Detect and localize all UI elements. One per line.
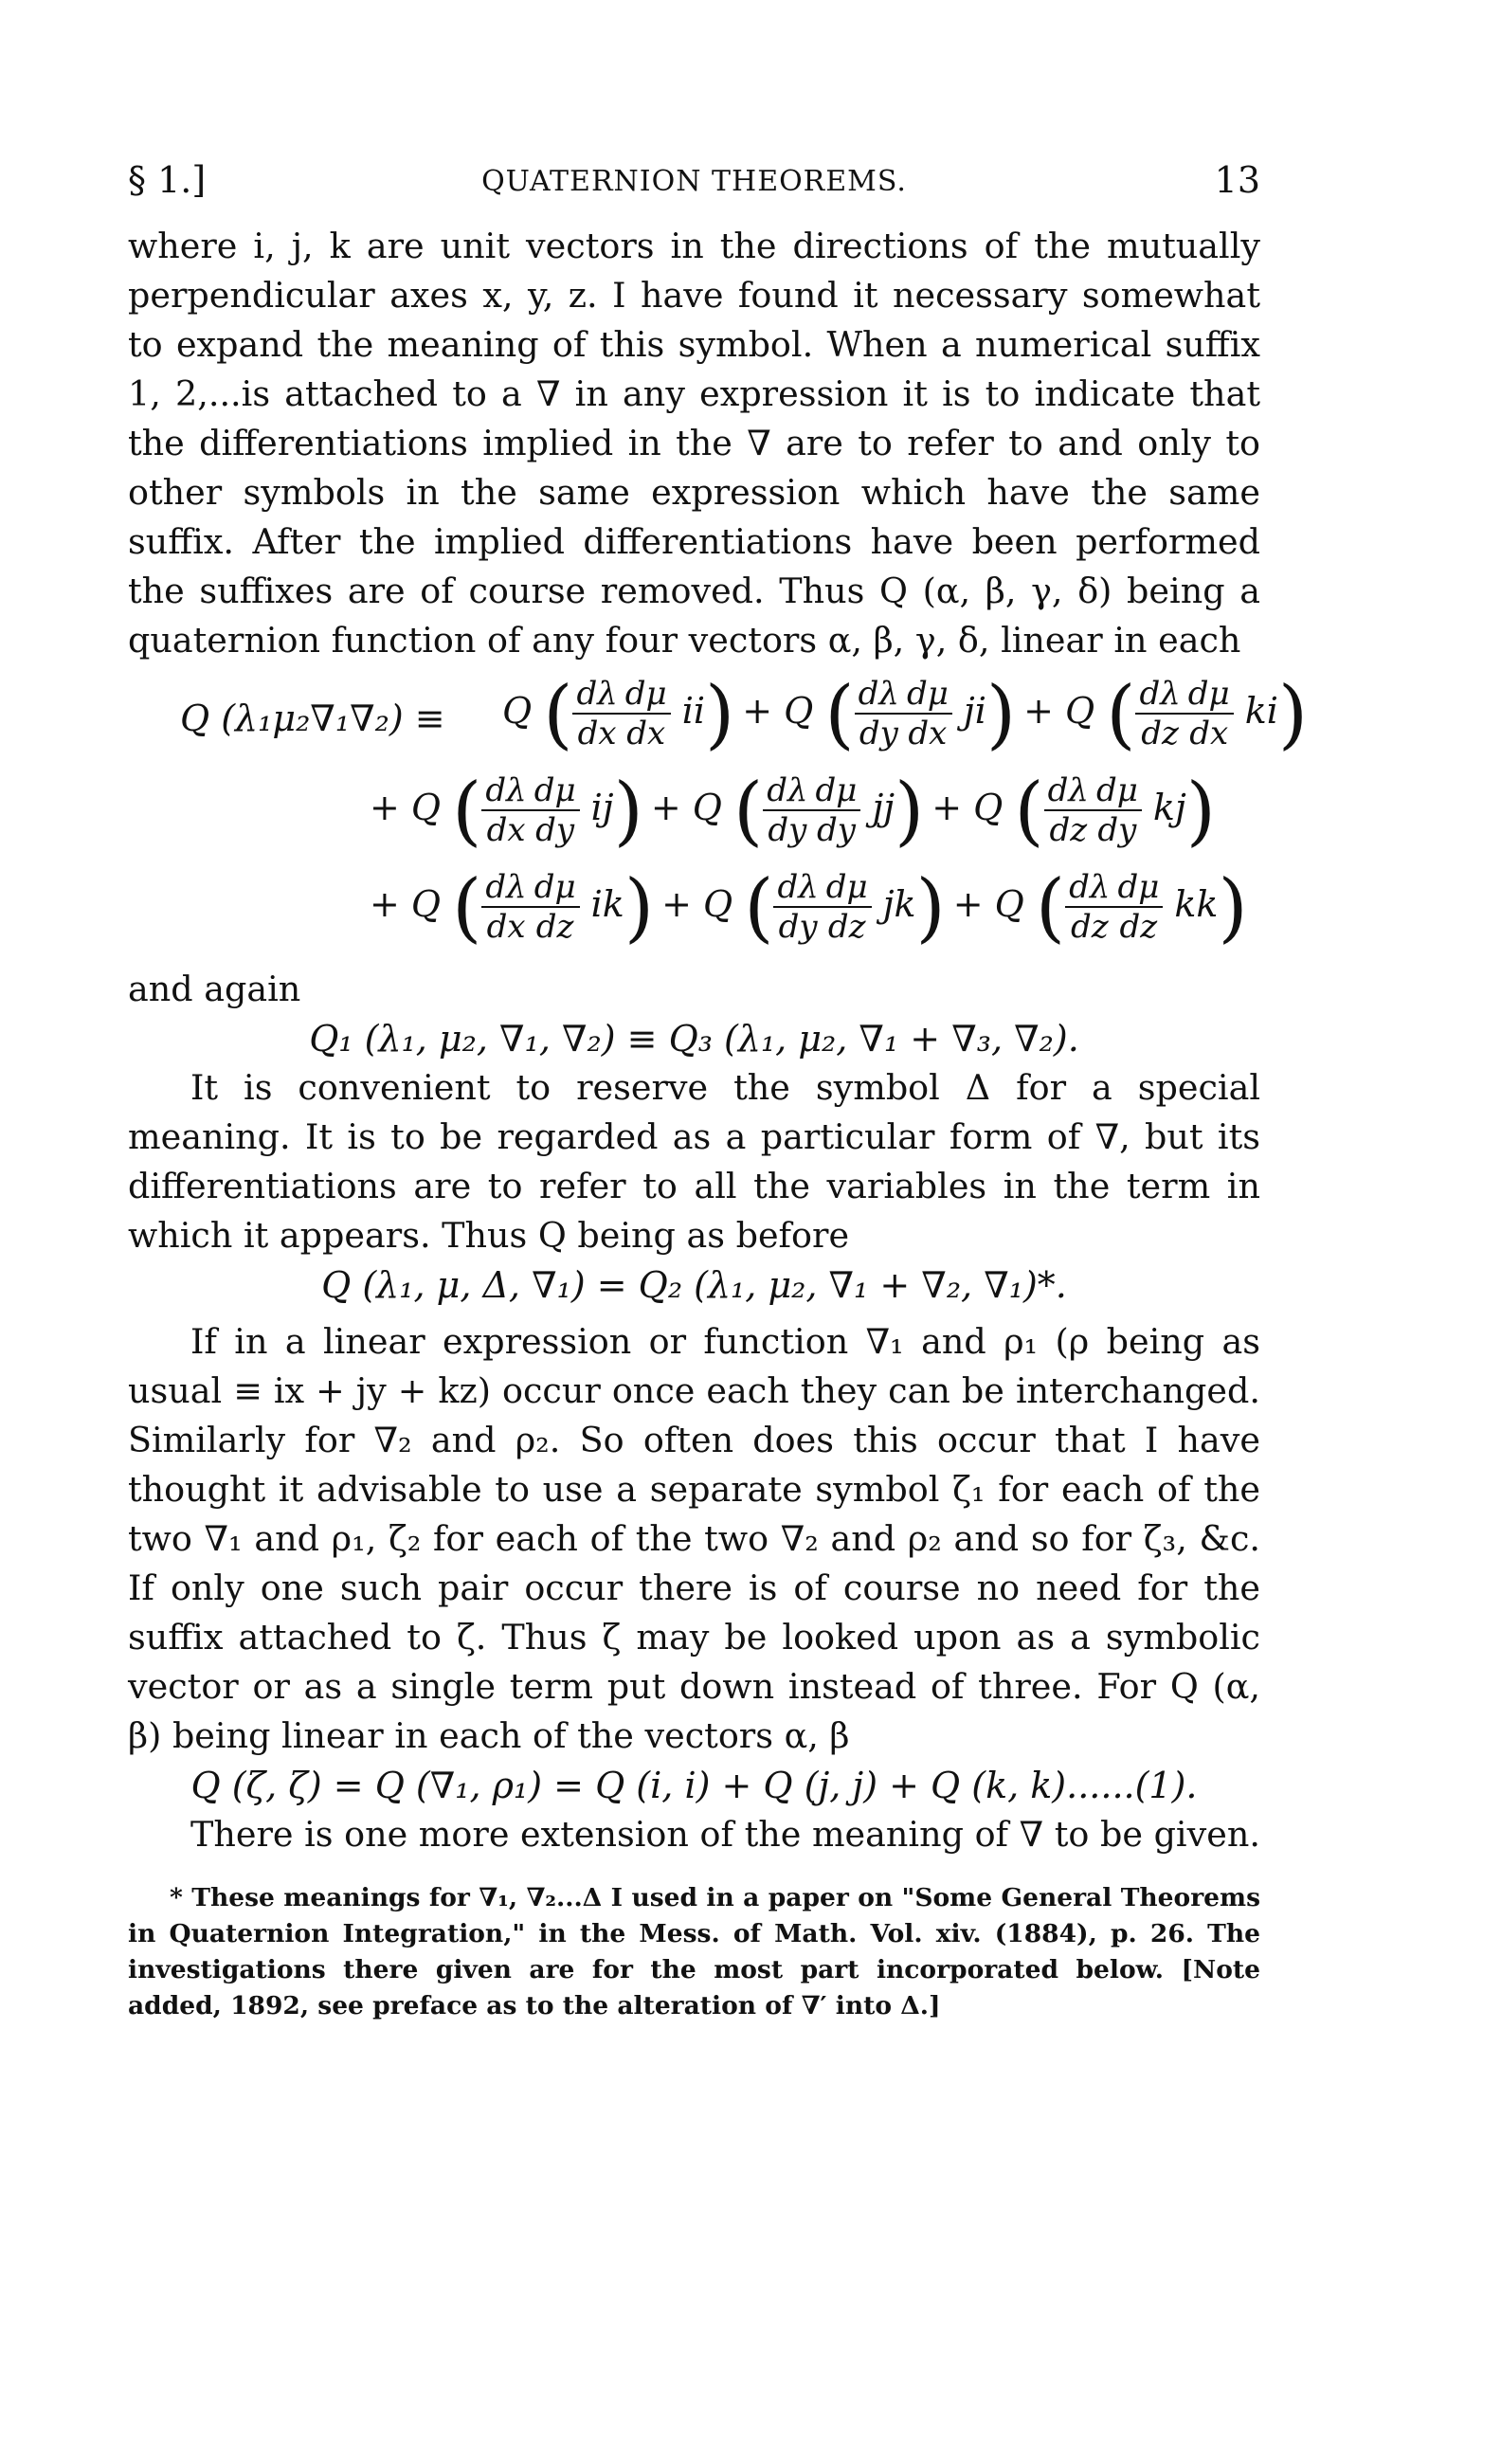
fraction xyxy=(903,675,952,752)
close-paren: ) xyxy=(1277,669,1309,757)
and-again-text: and again xyxy=(128,969,301,1009)
denominator: dy xyxy=(535,811,575,849)
denominator: dy xyxy=(768,811,807,849)
fraction xyxy=(481,771,530,849)
denominator: dz xyxy=(535,908,574,946)
numerator: dλ xyxy=(855,675,903,715)
denominator: dz xyxy=(827,908,866,946)
paragraph-1: where i, j, k are unit vectors in the directions of the mutually perpendicular axes x, y, z. I have found it necessary somewhat to expand the meaning of this symbol. When a numerical suffix 1, 2,...is attached to a ∇ in any expression it is to indicate that the differentiations implied in the ∇ are to refer to and only to other symbols in the same expression which have the same suffix. After the implied differentiations have been performed the suffixes are of course removed. Thus Q (α, β, γ, δ) being a quaternion function of any four vectors α, β, γ, δ, linear in each xyxy=(128,226,1260,661)
numerator: dμ xyxy=(812,771,861,811)
unit-vector-product: kj xyxy=(1141,786,1186,828)
fraction xyxy=(531,771,580,849)
fraction xyxy=(531,868,580,946)
term-prefix: + Q xyxy=(1023,689,1107,732)
fraction xyxy=(812,771,861,849)
numerator: dλ xyxy=(1065,868,1113,908)
denominator: dz xyxy=(1070,908,1109,946)
numerator: dμ xyxy=(622,675,671,715)
equation-row-3 xyxy=(370,862,1256,951)
fraction xyxy=(572,675,621,752)
numerator: dλ xyxy=(773,868,822,908)
equation-expansion-row-3 xyxy=(128,862,1260,965)
open-paren: ( xyxy=(824,669,855,757)
fraction xyxy=(1044,771,1093,849)
unit-vector-product: ki xyxy=(1233,689,1278,732)
denominator: dy xyxy=(859,715,898,752)
close-paren: ) xyxy=(986,669,1017,757)
denominator: dy xyxy=(1097,811,1137,849)
close-paren: ) xyxy=(895,766,925,854)
term-prefix: + Q xyxy=(952,882,1036,925)
numerator: dλ xyxy=(1044,771,1093,811)
open-paren: ( xyxy=(452,862,482,951)
equation-row-1 xyxy=(502,669,1315,757)
denominator: dx xyxy=(486,811,526,849)
numerator: dμ xyxy=(1185,675,1234,715)
fraction xyxy=(855,675,903,752)
term-prefix: + Q xyxy=(370,786,453,828)
denominator: dz xyxy=(1049,811,1088,849)
unit-vector-product: ji xyxy=(951,689,986,732)
equation-term xyxy=(742,669,1017,757)
term-prefix: + Q xyxy=(650,786,733,828)
denominator: dx xyxy=(908,715,948,752)
footnote: * These meanings for ∇₁, ∇₂...Δ I used in a paper on "Some General Theorems in Quaternion Integration," in the Mess. of Math. Vol. xiv. (1884), p. 26. The investigations there given are for the most part incorporated below. [Note added, 1892, see preface as to the alteration of ∇′ into Δ.] xyxy=(128,1883,1260,2020)
equation-term xyxy=(650,766,925,854)
denominator: dy xyxy=(816,811,856,849)
open-paren: ( xyxy=(1106,669,1136,757)
equation-term xyxy=(502,669,735,757)
denominator: dx xyxy=(486,908,526,946)
unit-vector-product: jk xyxy=(871,882,916,925)
numerator: dλ xyxy=(763,771,811,811)
open-paren: ( xyxy=(744,862,774,951)
numerator: dλ xyxy=(572,675,621,715)
section-reference: § 1.] xyxy=(128,159,207,201)
numerator: dμ xyxy=(531,771,580,811)
numerator: dμ xyxy=(1113,868,1163,908)
close-paren: ) xyxy=(613,766,643,854)
fraction xyxy=(622,675,671,752)
page xyxy=(128,152,1309,2024)
numerator: dλ xyxy=(481,771,530,811)
numerator: dμ xyxy=(531,868,580,908)
numerator: dλ xyxy=(1135,675,1184,715)
unit-vector-product: kk xyxy=(1163,882,1219,925)
paragraph-2: It is convenient to reserve the symbol Δ for a special meaning. It is to be regarded as a particular form of ∇, but its differentiations are to refer to all the variables in the term in which it appears. Thus Q being as before xyxy=(128,1067,1260,1256)
fraction xyxy=(1113,868,1163,946)
numerator: dμ xyxy=(823,868,872,908)
equation-term xyxy=(952,862,1248,951)
page-number: 13 xyxy=(1214,159,1260,201)
equation-term xyxy=(661,862,946,951)
open-paren: ( xyxy=(1035,862,1066,951)
close-paren: ) xyxy=(915,862,946,951)
equation-row-2 xyxy=(370,766,1223,854)
numerator: dλ xyxy=(481,868,530,908)
equation-expansion-row-2 xyxy=(128,766,1260,868)
equation-lhs: Q (λ₁μ₂∇₁∇₂) ≡ xyxy=(180,698,445,739)
term-prefix: + Q xyxy=(370,882,453,925)
numerator: dμ xyxy=(1093,771,1142,811)
fraction xyxy=(773,868,822,946)
term-prefix: + Q xyxy=(931,786,1015,828)
term-prefix: Q xyxy=(502,689,544,732)
equation-2: Q₁ (λ₁, μ₂, ∇₁, ∇₂) ≡ Q₃ (λ₁, μ₂, ∇₁ + ∇₃, ∇₂). xyxy=(309,1018,1079,1060)
close-paren: ) xyxy=(1185,766,1216,854)
denominator: dx xyxy=(626,715,666,752)
running-header xyxy=(128,152,1260,208)
paragraph-3: If in a linear expression or function ∇₁ and ρ₁ (ρ being as usual ≡ ix + jy + kz) occur once each they can be interchanged. Similarly for ∇₂ and ρ₂. So often does this occur that I have thought it advisable to use a separate symbol ζ₁ for each of the two ∇₁ and ρ₁, ζ₂ for each of the two ∇₂ and ρ₂ and so for ζ₃, &c. If only one such pair occur there is of course no need for the suffix attached to ζ. Thus ζ may be looked upon as a symbolic vector or as a single term put down instead of three. For Q (α, β) being linear in each of the vectors α, β xyxy=(128,1321,1260,1756)
numerator: dμ xyxy=(903,675,952,715)
open-paren: ( xyxy=(1014,766,1044,854)
denominator: dx xyxy=(577,715,617,752)
equation-term xyxy=(370,862,655,951)
paragraph-4: There is one more extension of the meaning of ∇ to be given. xyxy=(190,1814,1260,1855)
denominator: dx xyxy=(1189,715,1229,752)
equation-term xyxy=(370,766,643,854)
equation-3: Q (λ₁, μ, Δ, ∇₁) = Q₂ (λ₁, μ₂, ∇₁ + ∇₂, ∇₁)*. xyxy=(321,1264,1067,1306)
close-paren: ) xyxy=(705,669,735,757)
denominator: dy xyxy=(778,908,818,946)
open-paren: ( xyxy=(543,669,573,757)
fraction xyxy=(1093,771,1142,849)
running-title: QUATERNION THEOREMS. xyxy=(481,165,907,198)
fraction xyxy=(823,868,872,946)
unit-vector-product: jj xyxy=(860,786,895,828)
close-paren: ) xyxy=(1218,862,1248,951)
term-prefix: + Q xyxy=(742,689,825,732)
denominator: dz xyxy=(1141,715,1179,752)
unit-vector-product: ik xyxy=(579,882,624,925)
fraction xyxy=(1135,675,1184,752)
equation-expansion-row-1 xyxy=(128,669,1309,771)
term-prefix: + Q xyxy=(661,882,745,925)
unit-vector-product: ii xyxy=(670,689,706,732)
equation-4: Q (ζ, ζ) = Q (∇₁, ρ₁) = Q (i, i) + Q (j, j) + Q (k, k)......(1). xyxy=(190,1765,1198,1806)
close-paren: ) xyxy=(624,862,655,951)
fraction xyxy=(1065,868,1113,946)
fraction xyxy=(481,868,530,946)
unit-vector-product: ij xyxy=(579,786,614,828)
open-paren: ( xyxy=(452,766,482,854)
open-paren: ( xyxy=(732,766,764,854)
denominator: dz xyxy=(1119,908,1158,946)
fraction xyxy=(763,771,811,849)
fraction xyxy=(1185,675,1234,752)
equation-term xyxy=(1023,669,1309,757)
equation-term xyxy=(931,766,1216,854)
